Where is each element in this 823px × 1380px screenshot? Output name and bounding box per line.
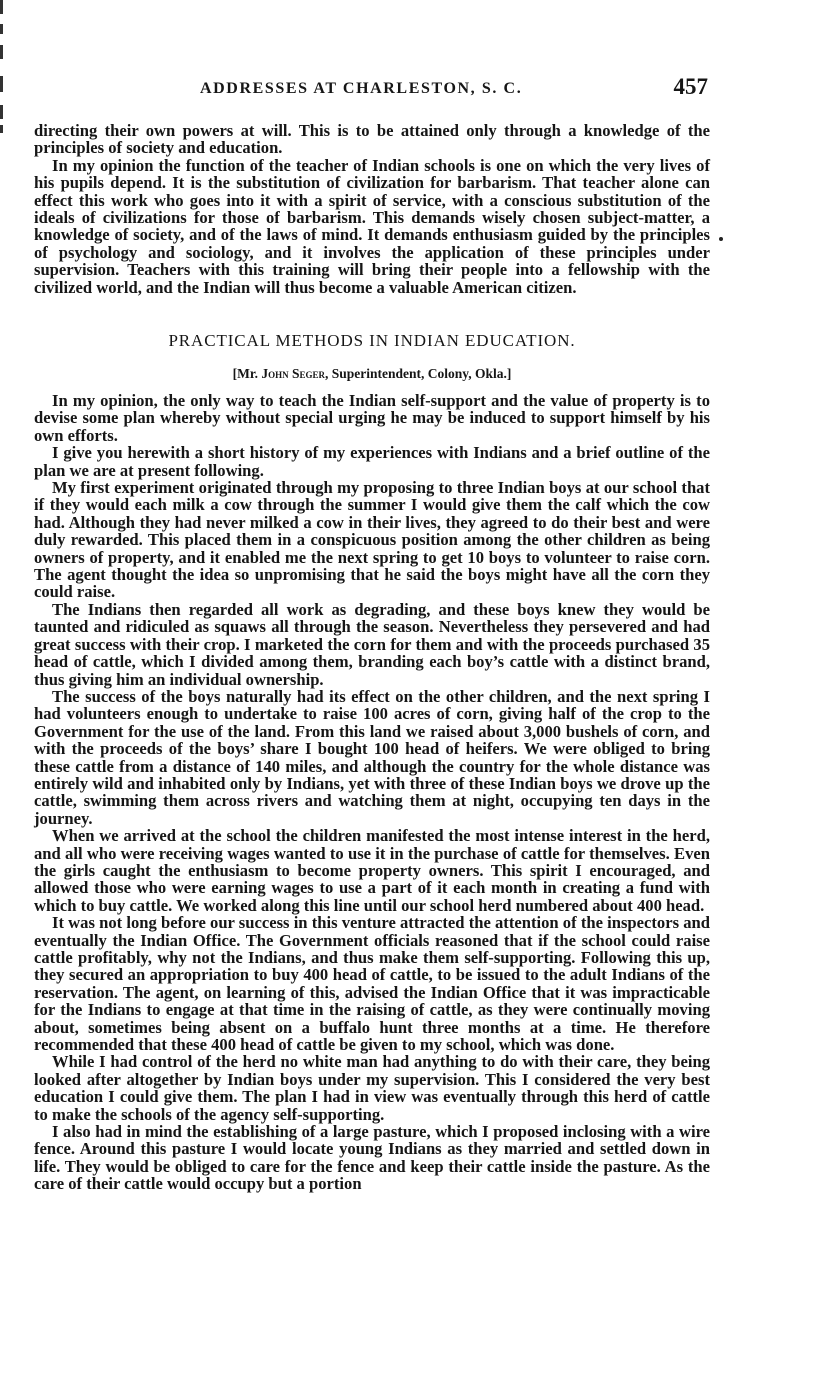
paragraph: directing their own powers at will. This is to be attained only through a knowledge of the principles of society and education. xyxy=(34,121,710,158)
byline-suffix: , Superintendent, Colony, Okla.] xyxy=(324,366,512,381)
section-heading: PRACTICAL METHODS IN INDIAN EDUCATION. xyxy=(168,331,576,350)
margin-mark xyxy=(719,237,723,241)
paragraph: When we arrived at the school the children manifested the most intense interest in the herd, and all who were receiving wages wanted to use it in the purchase of cattle for themselves. Even the girls caught the enthusiasm to become property owners. This spirit I encouraged, and allowed those who were earning wages to use a part of it each month in creating a fund with which to buy cattle. We worked along this line until our school herd numbered about 400 head. xyxy=(34,826,710,915)
scan-edge-mark xyxy=(0,105,3,119)
paragraph: I also had in mind the establishing of a large pasture, which I proposed inclosing with a wire fence. Around this pasture I would locate young Indians as they married and settled down in life. They would be obliged to care for the fence and keep their cattle inside the pasture. As the care of their cattle would occupy but a portion xyxy=(34,1122,710,1194)
paragraph: It was not long before our success in this venture attracted the attention of the inspectors and eventually the Indian Office. The Government officials reasoned that if the school could raise cattle profitably, why not the Indians, and thus make them self-supporting. Following this up, they secured an appropriation to buy 400 head of cattle, to be issued to the adult Indians of the reservation. The agent, on learning of this, advised the Indian Office that it was impracticable for the Indians to engage at that time in the raising of cattle, as they were continually moving about, sometimes being absent on a buffalo hunt three months at a time. He therefore recommended that these 400 head of cattle be given to my school, which was done. xyxy=(34,913,710,1055)
paragraph: In my opinion, the only way to teach the Indian self-support and the value of property is to devise some plan whereby without special urging he may be induced to support himself by his own efforts. xyxy=(34,391,710,445)
scan-edge-mark xyxy=(0,45,3,59)
paragraph: I give you herewith a short history of my experiences with Indians and a brief outline of the plan we are at present following. xyxy=(34,443,710,480)
opening-text xyxy=(34,122,710,296)
paragraph: The success of the boys naturally had its effect on the other children, and the next spring I had volunteers enough to undertake to raise 100 acres of corn, giving half of the crop to the Government for the use of the land. From this land we raised about 3,000 bushels of corn, and with the proceeds of the boys’ share I bought 100 head of heifers. We were obliged to bring these cattle from a distance of 140 miles, and although the country for the whole distance was entirely wild and inhabited only by Indians, yet with three of these Indian boys we drove up the cattle, swimming them across rivers and watching them at night, occupying ten days in the journey. xyxy=(34,686,710,828)
paragraph: The Indians then regarded all work as degrading, and these boys knew they would be taunted and ridiculed as squaws all through the season. Nevertheless they persevered and had great success with their crop. I marketed the corn for them and with the proceeds purchased 35 head of cattle, which I divided among them, branding each boy’s cattle with a distinct brand, thus giving him an individual ownership. xyxy=(34,599,710,689)
author-name: John Seger xyxy=(261,366,325,381)
paragraph: While I had control of the herd no white man had anything to do with their care, they being looked after altogether by Indian boys under my supervision. This I considered the very best education I could give them. The plan I had in view was eventually through this herd of cattle to make the schools of the agency self-supporting. xyxy=(34,1052,710,1124)
running-title: ADDRESSES AT CHARLESTON, S. C. xyxy=(200,80,523,97)
article-body xyxy=(34,392,710,1193)
scan-edge-mark xyxy=(0,76,3,92)
byline-prefix: [Mr. xyxy=(232,366,262,381)
running-header xyxy=(34,76,710,102)
paragraph: My first experiment originated through my proposing to three Indian boys at our school that if they would each milk a cow through the summer I would give them the calf which the cow had. Although they had never milked a cow in their lives, they agreed to do their best and were duly rewarded. This placed them in a conspicuous position among the other children as being owners of property, and it enabled me the next spring to get 10 boys to volunteer to raise corn. The agent thought the idea so unpromising that he said the boys might have all the corn they could raise. xyxy=(34,478,710,602)
scan-edge-mark xyxy=(0,24,3,34)
scan-edge-mark xyxy=(0,0,3,14)
paragraph: In my opinion the function of the teacher of Indian schools is one on which the very lives of his pupils depend. It is the substitution of civilization for barbarism. That teacher alone can effect this work who goes into it with a spirit of service, with a conscious substitution of the ideals of civilizations for those of barbarism. This demands wisely chosen subject-matter, a knowledge of society, and of the laws of mind. It demands enthusiasm guided by the principles of psychology and sociology, and it involves the application of these principles under supervision. Teachers with this training will bring their people into a fellowship with the civilized world, and the Indian will thus become a valuable American citizen. xyxy=(34,155,710,297)
page-number: 457 xyxy=(673,74,708,99)
author-byline xyxy=(34,366,710,382)
scan-edge-mark xyxy=(0,125,3,133)
